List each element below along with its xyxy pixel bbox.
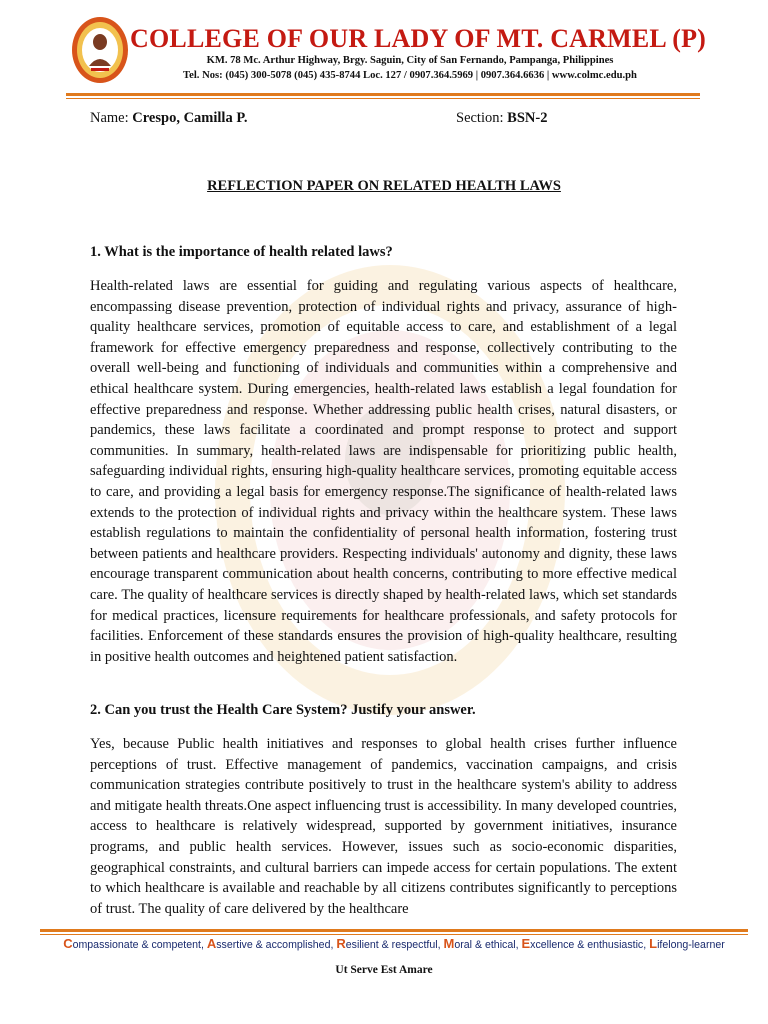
section-label: Section: <box>456 110 504 126</box>
paper-title: REFLECTION PAPER ON RELATED HEALTH LAWS <box>207 178 561 194</box>
header-divider-thin <box>66 98 700 99</box>
answer-1: Health-related laws are essential for guiding and regulating various aspects of healthcare, encompassing disease prevention, protection of individual rights and privacy, assurance of high-quality healthcare services, promotion of equitable access to care, and establishment of a legal framework for effective emergency preparedness and response, collectively contributing to the overall well-being and functioning of individuals and communities within a comprehensive and ethical healthcare system. During emergencies, health-related laws establish a legal foundation for effective preparedness and response. Whether addressing public health crises, natural disasters, or pandemics, these laws facilitate a coordinated and prompt response to protect and support communities. In summary, health-related laws are indispensable for prioritizing public health, safeguarding individual rights, ensuring high-quality healthcare services, promoting equitable access to care, and providing a legal basis for emergency response.The significance of health-related laws extends to the protection of individual rights and privacy within the healthcare system. These laws establish regulations to maintain the confidentiality of personal health information, fostering trust between patients and healthcare providers. Respecting individuals' autonomy and dignity, these laws encourage transparent communication about health concerns, contributing to more effective medical care. The quality of healthcare services is directly shaped by health-related laws, which set standards for medical practices, licensure requirements for healthcare professionals, and safety protocols for facilities. Enforcement of these standards ensures the provision of high-quality healthcare, resulting in positive health outcomes and heightened patient satisfaction. <box>90 278 677 665</box>
question-1: 1. What is the importance of health related laws? <box>90 244 393 260</box>
value-text: esilient & respectful, <box>345 939 444 951</box>
section-value: BSN-2 <box>507 110 548 126</box>
college-name: COLLEGE OF OUR LADY OF MT. CARMEL (P) <box>130 24 707 53</box>
question-2: 2. Can you trust the Health Care System? Justify your answer. <box>90 702 476 718</box>
value-text: xcellence & enthusiastic, <box>530 939 650 951</box>
value-initial: R <box>336 936 346 951</box>
student-name <box>90 110 247 127</box>
footer-divider-thin <box>40 934 748 935</box>
college-contact: Tel. Nos: (045) 300-5078 (045) 435-8744 Loc. 127 / 0907.364.5969 | 0907.364.6636 | www.colmc.edu.ph <box>183 70 637 81</box>
value-initial: M <box>443 936 455 951</box>
name-value: Crespo, Camilla P. <box>132 110 248 126</box>
value-text: ifelong-learner <box>657 939 725 951</box>
value-initial: E <box>521 936 531 951</box>
value-text: ompassionate & competent, <box>72 939 207 951</box>
college-seal-icon <box>71 16 129 84</box>
student-section <box>456 110 547 127</box>
core-values-line <box>40 936 748 951</box>
value-initial: L <box>649 936 658 951</box>
answer-2: Yes, because Public health initiatives and responses to global health crises further influence perceptions of trust. Effective management of pandemics, vaccination campaigns, and crisis communication strategies contribute positively to trust in the healthcare system's ability to address and mitigate health threats.One aspect influencing trust is accessibility. In many developed countries, access to healthcare is relatively widespread, supported by government initiatives, insurance programs, and public health services. However, issues such as socio-economic disparities, geographical constraints, and cultural barriers can impede access for certain populations. The extent to which healthcare is available and reachable by all citizens contributes significantly to perceptions of trust. The quality of care delivered by the healthcare <box>90 736 677 917</box>
header-divider <box>66 93 700 96</box>
name-label: Name: <box>90 110 129 126</box>
college-address: KM. 78 Mc. Arthur Highway, Brgy. Saguin, City of San Fernando, Pampanga, Philippines <box>206 55 614 66</box>
footer-divider <box>40 929 748 932</box>
value-initial: C <box>63 936 73 951</box>
college-motto: Ut Serve Est Amare <box>335 964 433 976</box>
value-initial: A <box>206 936 217 951</box>
value-text: oral & ethical, <box>454 939 522 951</box>
value-text: ssertive & accomplished, <box>216 939 337 951</box>
